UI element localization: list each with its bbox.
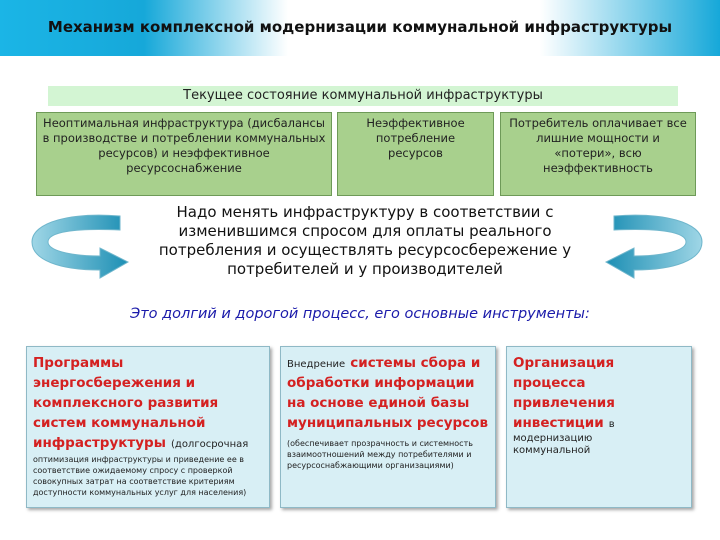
- investment-title: Организация процесса привлечения инвестиции: [513, 355, 615, 431]
- systems-note: (обеспечивает прозрачность и системность взаимоотношений между потребителями и ресурсоснабжающими организациями): [287, 439, 473, 470]
- investment-note: модернизацию коммунальной: [513, 433, 593, 456]
- tool-box-investment: [506, 346, 692, 508]
- systems-prefix: Внедрение: [287, 359, 346, 370]
- problem-box-infrastructure: Неоптимальная инфраструктура (дисбалансы в производстве и потреблении коммунальных ресурсов) и неэффективное ресурсоснабжение: [36, 112, 332, 196]
- systems-title: системы сбора и обработки информации на основе единой базы муниципальных ресурсов: [287, 355, 488, 431]
- programs-title: Программы энергосбережения и комплексного развития систем коммунальной инфраструктуры: [33, 355, 219, 451]
- investment-suffix: в: [608, 419, 615, 430]
- cycle-arrow-right-icon: [600, 210, 710, 280]
- programs-suffix: (долгосрочная: [171, 439, 249, 450]
- tool-box-programs: [26, 346, 270, 508]
- cycle-arrow-left-icon: [24, 210, 134, 280]
- programs-note: оптимизация инфраструктуры и приведение ее в соответствие ожидаемому спросу с проверкой совокупных затрат на соответствие критериям доступности коммунальных услуг для населения): [33, 455, 247, 497]
- tool-box-systems: [280, 346, 496, 508]
- main-statement: Надо менять инфраструктуру в соответствии с изменившимся спросом для оплаты реального потребления и осуществлять ресурсосбережение у потребителей и у производителей: [158, 203, 572, 278]
- status-banner: Текущее состояние коммунальной инфраструктуры: [48, 86, 678, 106]
- page-title: Механизм комплексной модернизации коммунальной инфраструктуры: [47, 18, 673, 36]
- problem-box-consumer-pays: Потребитель оплачивает все лишние мощности и «потери», всю неэффективность: [500, 112, 696, 196]
- process-statement: Это долгий и дорогой процесс, его основные инструменты:: [130, 306, 590, 322]
- problem-box-consumption: Неэффективное потребление ресурсов: [337, 112, 494, 196]
